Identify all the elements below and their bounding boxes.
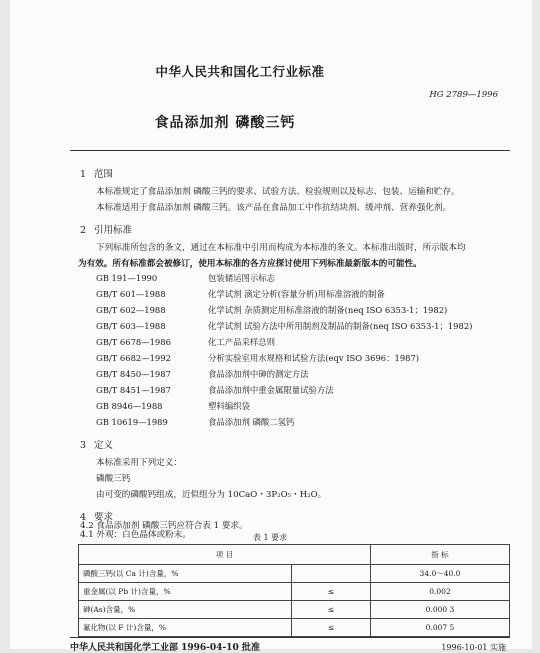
section-3-definition: 由可变的磷酸钙组成，近似组分为 10CaO・3P₂O₅・H₂O。 [96, 490, 327, 500]
standard-ref-item: GB 8946—1988 塑料编织袋 [96, 401, 250, 411]
table-cell-item: 磷酸三钙(以 Ca 计)含量，% [79, 565, 292, 583]
approval-footer: 中华人民共和国化学工业部 1996-04-10 批准 [70, 643, 260, 653]
table-header-value: 指 标 [371, 545, 510, 565]
standard-ref-item: GB/T 601—1988 化学试剂 滴定分析(容量分析)用标准溶液的制备 [96, 289, 385, 299]
table-header-row [79, 545, 510, 565]
table-header-item: 项 目 [79, 545, 371, 565]
table-cell-operator: ≤ [292, 601, 371, 619]
title-divider [70, 150, 510, 151]
table-cell-operator: ≤ [292, 583, 371, 601]
table-cell-operator [292, 565, 371, 583]
table-cell-operator: ≤ [292, 619, 371, 637]
section-3-term: 磷酸三钙 [96, 474, 131, 484]
document-page [10, 0, 532, 653]
section-4-heading: 4 要求 [80, 512, 114, 523]
table-cell-item: 砷(As)含量，% [79, 601, 292, 619]
section-2-heading: 2 引用标准 [80, 225, 133, 236]
standard-ref-item: GB/T 6678—1986 化工产品采样总则 [96, 337, 275, 347]
standard-ref-item: GB/T 8450—1987 食品添加剂中砷的测定方法 [96, 369, 309, 379]
standard-ref-item: GB 10619—1989 食品添加剂 磷酸二氢钙 [96, 417, 295, 427]
standard-ref-item: GB/T 602—1988 化学试剂 杂质测定用标准溶液的制备(neq ISO 6353-1；1982) [96, 305, 448, 315]
table-cell-item: 重金属(以 Pb 计)含量，% [79, 583, 292, 601]
standard-ref-item: GB/T 603—1988 化学试剂 试验方法中所用制剂及制品的制备(neq ISO 6353-1；1982) [96, 321, 473, 331]
standard-ref-item: GB/T 6682—1992 分析实验室用水规格和试验方法(eqv ISO 3696：1987) [96, 353, 420, 363]
clause-4-2: 4.2 食品添加剂 磷酸三钙应符合表 1 要求。 [80, 521, 248, 531]
table-cell-value: 0.007 5 [371, 619, 510, 637]
section-2-paragraph-1: 下列标准所包含的条文，通过在本标准中引用而构成为本标准的条文。本标准出版时，所示版本均 [96, 243, 466, 253]
section-3-intro: 本标准采用下列定义： [96, 458, 182, 468]
section-1-paragraph-2: 本标准适用于食品添加剂 磷酸三钙。该产品在食品加工中作抗结块剂、缓冲剂、营养强化剂。 [96, 203, 452, 213]
table-cell-value: 34.0～40.0 [371, 565, 510, 583]
section-3-heading: 3 定义 [80, 440, 114, 451]
section-1-paragraph-1: 本标准规定了食品添加剂 磷酸三钙的要求、试验方法、检验规则以及标志、包装、运输和贮存。 [96, 187, 460, 197]
clause-4-1: 4.1 外观：白色晶体或粉末。 [80, 530, 191, 540]
section-2-paragraph-2: 为有效。所有标准都会被修订，使用本标准的各方应探讨使用下列标准最新版本的可能性。 [78, 259, 422, 269]
table-row [79, 601, 510, 619]
table-row [79, 565, 510, 583]
table-caption: 表 1 要求 [252, 533, 288, 542]
table-row [79, 583, 510, 601]
section-1-heading: 1 范围 [80, 169, 114, 180]
table-cell-item: 氟化物(以 F 计)含量，% [79, 619, 292, 637]
requirements-table [78, 544, 510, 637]
table-cell-value: 0.000 3 [371, 601, 510, 619]
implementation-footer: 1996-10-01 实施 [441, 643, 506, 652]
standard-ref-item: GB 191—1990 包装储运图示标志 [96, 273, 275, 283]
table-cell-value: 0.002 [371, 583, 510, 601]
standard-org-title: 中华人民共和国化工行业标准 [155, 64, 325, 79]
footer-divider [70, 637, 510, 638]
standard-code: HG 2789—1996 [429, 90, 498, 100]
table-row [79, 619, 510, 637]
document-title: 食品添加剂 磷酸三钙 [154, 115, 296, 131]
standard-ref-item: GB/T 8451—1987 食品添加剂中重金属限量试验方法 [96, 385, 334, 395]
